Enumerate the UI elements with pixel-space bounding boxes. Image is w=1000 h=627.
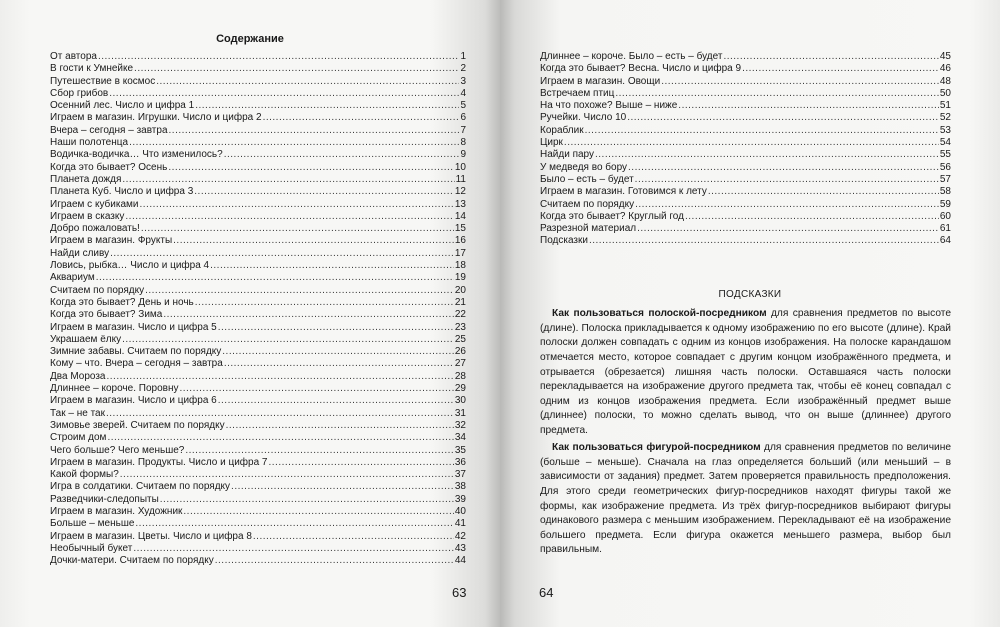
toc-entry-page: 17: [454, 247, 466, 259]
toc-entry-page: 11: [455, 173, 466, 185]
toc-entry-title: Играем в магазин. Продукты. Число и цифра 7: [50, 456, 268, 468]
toc-leader-dots: [122, 334, 454, 346]
toc-leader-dots: [661, 76, 939, 88]
toc-entry-page: 42: [454, 530, 466, 542]
toc-entry-page: 56: [939, 161, 951, 173]
toc-entry: [50, 309, 466, 321]
toc-entry-page: 23: [454, 321, 466, 333]
toc-entry-title: Считаем по порядку: [540, 198, 635, 210]
toc-entry-title: Длиннее – короче. Поровну: [50, 383, 179, 395]
toc-entry-title: Чего больше? Чего меньше?: [50, 444, 185, 456]
toc-leader-dots: [723, 51, 938, 63]
page-number-63: 63: [452, 585, 467, 600]
toc-entry-title: Разрезной материал: [540, 223, 637, 235]
toc-leader-dots: [678, 100, 939, 112]
toc-leader-dots: [253, 531, 454, 543]
toc-entry-page: 6: [460, 112, 466, 124]
toc-leader-dots: [637, 223, 939, 235]
toc-leader-dots: [628, 162, 939, 174]
toc-entry-title: Встречаем птиц: [540, 87, 615, 99]
right-page: [500, 0, 1000, 627]
toc-entry: [50, 371, 466, 383]
toc-entry: [50, 457, 466, 469]
toc-entry-title: У медведя во бору: [540, 161, 628, 173]
toc-entry: [50, 469, 466, 481]
toc-entry: [50, 408, 466, 420]
toc-entry-page: 8: [460, 137, 466, 149]
toc-entry-page: 15: [454, 223, 466, 235]
toc-entry-title: Играем с кубиками: [50, 198, 139, 210]
toc-leader-dots: [231, 481, 454, 493]
toc-entry-page: 54: [939, 137, 951, 149]
toc-entry: [50, 223, 466, 235]
toc-entry-page: 48: [939, 75, 951, 87]
toc-entry-page: 27: [454, 358, 466, 370]
toc-entry-page: 51: [939, 100, 951, 112]
toc-entry-title: Планета Куб. Число и цифра 3: [50, 186, 194, 198]
toc-entry-title: От автора: [50, 51, 97, 62]
toc-entry: [540, 137, 951, 149]
toc-entry-page: 52: [939, 112, 951, 124]
toc-leader-dots: [627, 112, 939, 124]
toc-entry-title: Было – есть – будет: [540, 173, 634, 185]
toc-leader-dots: [263, 112, 460, 124]
toc-entry-page: 41: [454, 518, 466, 530]
toc-entry: [50, 432, 466, 444]
toc-leader-dots: [210, 260, 454, 272]
toc-entry: [50, 346, 466, 358]
toc-entry-page: 2: [460, 63, 466, 75]
toc-entry-title: Зимовье зверей. Считаем по порядку: [50, 419, 225, 431]
toc-entry: [540, 125, 951, 137]
toc-entry: [50, 199, 466, 211]
toc-entry-title: Длиннее – короче. Было – есть – будет: [540, 51, 723, 62]
hint-figure-text: для сравнения предметов по величине (больше – меньше). Сначала на глаз определяется больший (или меньший – в зависимости от задания) предмет. Затем проверяется правильность предположения. Для этого среди геометрических фигур-посредников находят фигуры такой же формы, как изображение предмета. Из трёх фигур-посредников выбирают фигуры одинакового размера с меньшим изображением. Перекладывают её на изображение большего предмета. Если фигура окажется меньшего размера, выбор был правильным.: [540, 442, 951, 556]
toc-entry-page: 14: [454, 210, 466, 222]
toc-entry-title: Найди пару: [540, 149, 594, 161]
page-number-64: 64: [539, 585, 554, 600]
toc-leader-dots: [589, 235, 939, 247]
toc-entry: [50, 555, 466, 567]
toc-entry: [50, 272, 466, 284]
toc-entry-page: 60: [939, 210, 951, 222]
toc-entry-title: Зимние забавы. Считаем по порядку: [50, 346, 222, 358]
toc-entry: [50, 358, 466, 370]
hint-figure-paragraph: [540, 441, 951, 558]
toc-entry-page: 50: [939, 87, 951, 99]
hints-heading: ПОДСКАЗКИ: [718, 289, 782, 300]
hint-strip-paragraph: [540, 307, 951, 438]
toc-entry: [50, 395, 466, 407]
toc-entry: [50, 543, 466, 555]
toc-entry-title: Наши полотенца: [50, 137, 129, 149]
contents-title: Содержание: [216, 33, 284, 45]
toc-leader-dots: [215, 555, 454, 567]
toc-entry: [540, 162, 951, 174]
toc-entry-page: 30: [454, 395, 466, 407]
toc-entry-title: Играем в магазин. Художник: [50, 505, 183, 517]
toc-entry-page: 12: [454, 186, 466, 198]
toc-leader-dots: [120, 469, 454, 481]
toc-leader-dots: [564, 137, 939, 149]
toc-entry: [50, 494, 466, 506]
toc-leader-dots: [179, 383, 453, 395]
toc-leader-dots: [224, 358, 454, 370]
toc-leader-dots: [134, 63, 459, 75]
toc-entry-title: Аквариум: [50, 272, 95, 284]
toc-entry: [50, 88, 466, 100]
hint-figure-lead: Как пользоваться фигурой-посредником: [552, 442, 761, 454]
toc-leader-dots: [160, 494, 454, 506]
toc-leader-dots: [635, 199, 939, 211]
toc-entry: [50, 211, 466, 223]
toc-entry-page: 10: [454, 161, 466, 173]
toc-leader-dots: [173, 235, 454, 247]
toc-entry-title: Какой формы?: [50, 469, 119, 481]
toc-entry: [50, 420, 466, 432]
toc-leader-dots: [106, 408, 454, 420]
toc-entry-page: 53: [939, 124, 951, 136]
toc-leader-dots: [133, 543, 454, 555]
toc-entry-page: 26: [454, 346, 466, 358]
toc-leader-dots: [595, 149, 939, 161]
toc-leader-dots: [96, 272, 454, 284]
toc-entry-title: На что похоже? Выше – ниже: [540, 100, 678, 112]
toc-leader-dots: [194, 186, 454, 198]
toc-entry-page: 45: [939, 51, 951, 62]
toc-entry-title: Цирк: [540, 137, 563, 149]
toc-entry-page: 20: [454, 284, 466, 296]
toc-entry: [540, 199, 951, 211]
toc-entry: [50, 149, 466, 161]
toc-entry-page: 35: [454, 444, 466, 456]
toc-entry-page: 39: [454, 493, 466, 505]
toc-entry-title: Когда это бывает? Зима: [50, 309, 163, 321]
toc-entry: [50, 112, 466, 124]
toc-entry: [50, 518, 466, 530]
toc-entry-page: 3: [460, 75, 466, 87]
toc-leader-dots: [145, 285, 454, 297]
toc-leader-dots: [585, 125, 939, 137]
toc-entry: [540, 112, 951, 124]
toc-entry-title: Строим дом: [50, 432, 107, 444]
toc-entry-title: Играем в магазин. Фрукты: [50, 235, 173, 247]
toc-entry: [540, 63, 951, 75]
toc-entry-title: Считаем по порядку: [50, 284, 145, 296]
toc-entry: [540, 235, 951, 247]
toc-entry: [50, 297, 466, 309]
toc-entry-title: Так – не так: [50, 407, 105, 419]
toc-entry-title: Найди сливу: [50, 247, 110, 259]
toc-entry-page: 4: [460, 87, 466, 99]
toc-leader-dots: [98, 51, 459, 63]
toc-entry: [50, 51, 466, 63]
contents-list-left: [50, 51, 466, 567]
toc-entry-page: 19: [454, 272, 466, 284]
toc-entry-title: Добро пожаловать!: [50, 223, 140, 235]
toc-entry-page: 64: [939, 235, 951, 247]
contents-list-right: [540, 51, 951, 248]
toc-leader-dots: [183, 506, 453, 518]
toc-entry-page: 32: [454, 419, 466, 431]
toc-entry-title: Дочки-матери. Считаем по порядку: [50, 555, 214, 567]
toc-leader-dots: [156, 76, 459, 88]
toc-entry: [50, 174, 466, 186]
toc-leader-dots: [195, 100, 459, 112]
toc-entry: [50, 162, 466, 174]
toc-leader-dots: [708, 186, 939, 198]
toc-entry-page: 25: [454, 333, 466, 345]
toc-entry-title: Вчера – сегодня – завтра: [50, 124, 168, 136]
toc-entry-title: Игра в солдатики. Считаем по порядку: [50, 481, 231, 493]
toc-entry-title: Сбор грибов: [50, 87, 109, 99]
toc-entry: [50, 481, 466, 493]
toc-entry-page: 59: [939, 198, 951, 210]
toc-entry-title: Когда это бывает? Весна. Число и цифра 9: [540, 63, 742, 75]
toc-leader-dots: [169, 125, 460, 137]
hint-strip-text: для сравнения предметов по высоте (длине). Полоска прикладывается к одному изображению по его высоте (длине). Край полоски должен совпадать с одним из концов изображения. На полоске карандашом отмечается место, которое совпадает с другим концом изображённого предмета, и отрывается (обрезается) лишняя часть полоски. Оставшаяся часть полоски перекладывается на изображение другого предмета так, чтобы её конец совпадал с одним из концов изображения предмета. Если изображённый предмет выше (длиннее) полоски, то можно сделать вывод, что он выше (длиннее) другого предмета.: [540, 308, 952, 436]
toc-entry: [50, 334, 466, 346]
toc-leader-dots: [742, 63, 939, 75]
toc-leader-dots: [122, 174, 454, 186]
toc-entry-title: Осенний лес. Число и цифра 1: [50, 100, 195, 112]
toc-leader-dots: [218, 322, 454, 334]
toc-entry-title: Ручейки. Число 10: [540, 112, 627, 124]
toc-entry-page: 43: [454, 542, 466, 554]
toc-entry: [540, 76, 951, 88]
toc-entry-page: 36: [454, 456, 466, 468]
toc-entry: [50, 186, 466, 198]
toc-entry: [540, 223, 951, 235]
toc-leader-dots: [218, 395, 454, 407]
toc-entry-title: Два Мороза: [50, 370, 106, 382]
toc-entry-title: Украшаем ёлку: [50, 333, 122, 345]
toc-leader-dots: [615, 88, 939, 100]
toc-leader-dots: [685, 211, 939, 223]
toc-leader-dots: [125, 211, 453, 223]
toc-entry: [50, 76, 466, 88]
toc-entry-title: Играем в магазин. Число и цифра 6: [50, 395, 217, 407]
toc-entry-title: Играем в магазин. Готовимся к лету: [540, 186, 707, 198]
toc-entry-page: 18: [454, 260, 466, 272]
toc-entry: [540, 100, 951, 112]
toc-entry: [50, 531, 466, 543]
toc-entry-page: 61: [939, 223, 951, 235]
toc-leader-dots: [226, 420, 454, 432]
toc-entry-page: 44: [454, 555, 466, 567]
toc-entry-title: Планета дождя: [50, 173, 122, 185]
toc-entry-title: Когда это бывает? День и ночь: [50, 296, 194, 308]
toc-entry-title: Когда это бывает? Осень: [50, 161, 168, 173]
toc-entry: [50, 63, 466, 75]
toc-leader-dots: [222, 346, 454, 358]
toc-leader-dots: [635, 174, 939, 186]
toc-entry-title: Больше – меньше: [50, 518, 135, 530]
toc-entry: [50, 100, 466, 112]
toc-entry-title: Кораблик: [540, 124, 584, 136]
toc-entry-page: 1: [460, 51, 466, 62]
toc-entry-title: В гости к Умнейке: [50, 63, 134, 75]
toc-leader-dots: [163, 309, 454, 321]
toc-entry-title: Играем в магазин. Игрушки. Число и цифра 2: [50, 112, 262, 124]
toc-leader-dots: [135, 518, 453, 530]
toc-entry-page: 22: [454, 309, 466, 321]
toc-entry-page: 46: [939, 63, 951, 75]
toc-entry: [50, 506, 466, 518]
toc-entry-page: 5: [460, 100, 466, 112]
toc-entry-title: Необычный букет: [50, 542, 133, 554]
toc-leader-dots: [224, 149, 460, 161]
toc-entry-title: Когда это бывает? Круглый год: [540, 210, 684, 222]
toc-entry: [50, 260, 466, 272]
toc-entry-page: 29: [454, 383, 466, 395]
toc-entry: [50, 383, 466, 395]
toc-entry: [540, 174, 951, 186]
toc-entry: [540, 149, 951, 161]
toc-entry: [50, 235, 466, 247]
toc-entry-page: 57: [939, 173, 951, 185]
toc-entry: [50, 248, 466, 260]
toc-entry: [540, 88, 951, 100]
toc-entry-page: 34: [454, 432, 466, 444]
toc-leader-dots: [195, 297, 454, 309]
toc-leader-dots: [185, 445, 454, 457]
toc-entry-page: 21: [454, 296, 466, 308]
toc-entry-page: 55: [939, 149, 951, 161]
toc-leader-dots: [107, 432, 453, 444]
toc-leader-dots: [129, 137, 459, 149]
toc-entry: [540, 51, 951, 63]
toc-leader-dots: [110, 248, 454, 260]
toc-entry-page: 58: [939, 186, 951, 198]
toc-entry-page: 31: [454, 407, 466, 419]
toc-leader-dots: [168, 162, 454, 174]
toc-entry: [50, 137, 466, 149]
toc-entry-title: Водичка-водичка… Что изменилось?: [50, 149, 223, 161]
hint-strip-lead: Как пользоваться полоской-посредником: [552, 308, 767, 320]
toc-entry-page: 37: [454, 469, 466, 481]
toc-entry-title: Кому – что. Вчера – сегодня – завтра: [50, 358, 223, 370]
toc-entry: [50, 445, 466, 457]
toc-entry-page: 38: [454, 481, 466, 493]
toc-entry-title: Разведчики-следопыты: [50, 493, 159, 505]
toc-leader-dots: [139, 199, 453, 211]
toc-entry: [50, 322, 466, 334]
toc-leader-dots: [109, 88, 459, 100]
toc-entry-page: 28: [454, 370, 466, 382]
toc-entry-title: Путешествие в космос: [50, 75, 156, 87]
toc-leader-dots: [268, 457, 453, 469]
toc-leader-dots: [106, 371, 453, 383]
toc-entry: [540, 186, 951, 198]
toc-entry: [50, 285, 466, 297]
toc-entry-title: Играем в магазин. Цветы. Число и цифра 8: [50, 530, 252, 542]
toc-entry-title: Играем в магазин. Число и цифра 5: [50, 321, 217, 333]
toc-leader-dots: [141, 223, 454, 235]
toc-entry-title: Играем в магазин. Овощи: [540, 75, 661, 87]
toc-entry: [50, 125, 466, 137]
toc-entry-title: Играем в сказку: [50, 210, 125, 222]
toc-entry-page: 7: [460, 124, 466, 136]
toc-entry-page: 13: [454, 198, 466, 210]
toc-entry-page: 9: [460, 149, 466, 161]
toc-entry-title: Ловись, рыбка… Число и цифра 4: [50, 260, 210, 272]
toc-entry-title: Подсказки: [540, 235, 588, 247]
toc-entry-page: 16: [454, 235, 466, 247]
toc-entry: [540, 211, 951, 223]
toc-entry-page: 40: [454, 505, 466, 517]
